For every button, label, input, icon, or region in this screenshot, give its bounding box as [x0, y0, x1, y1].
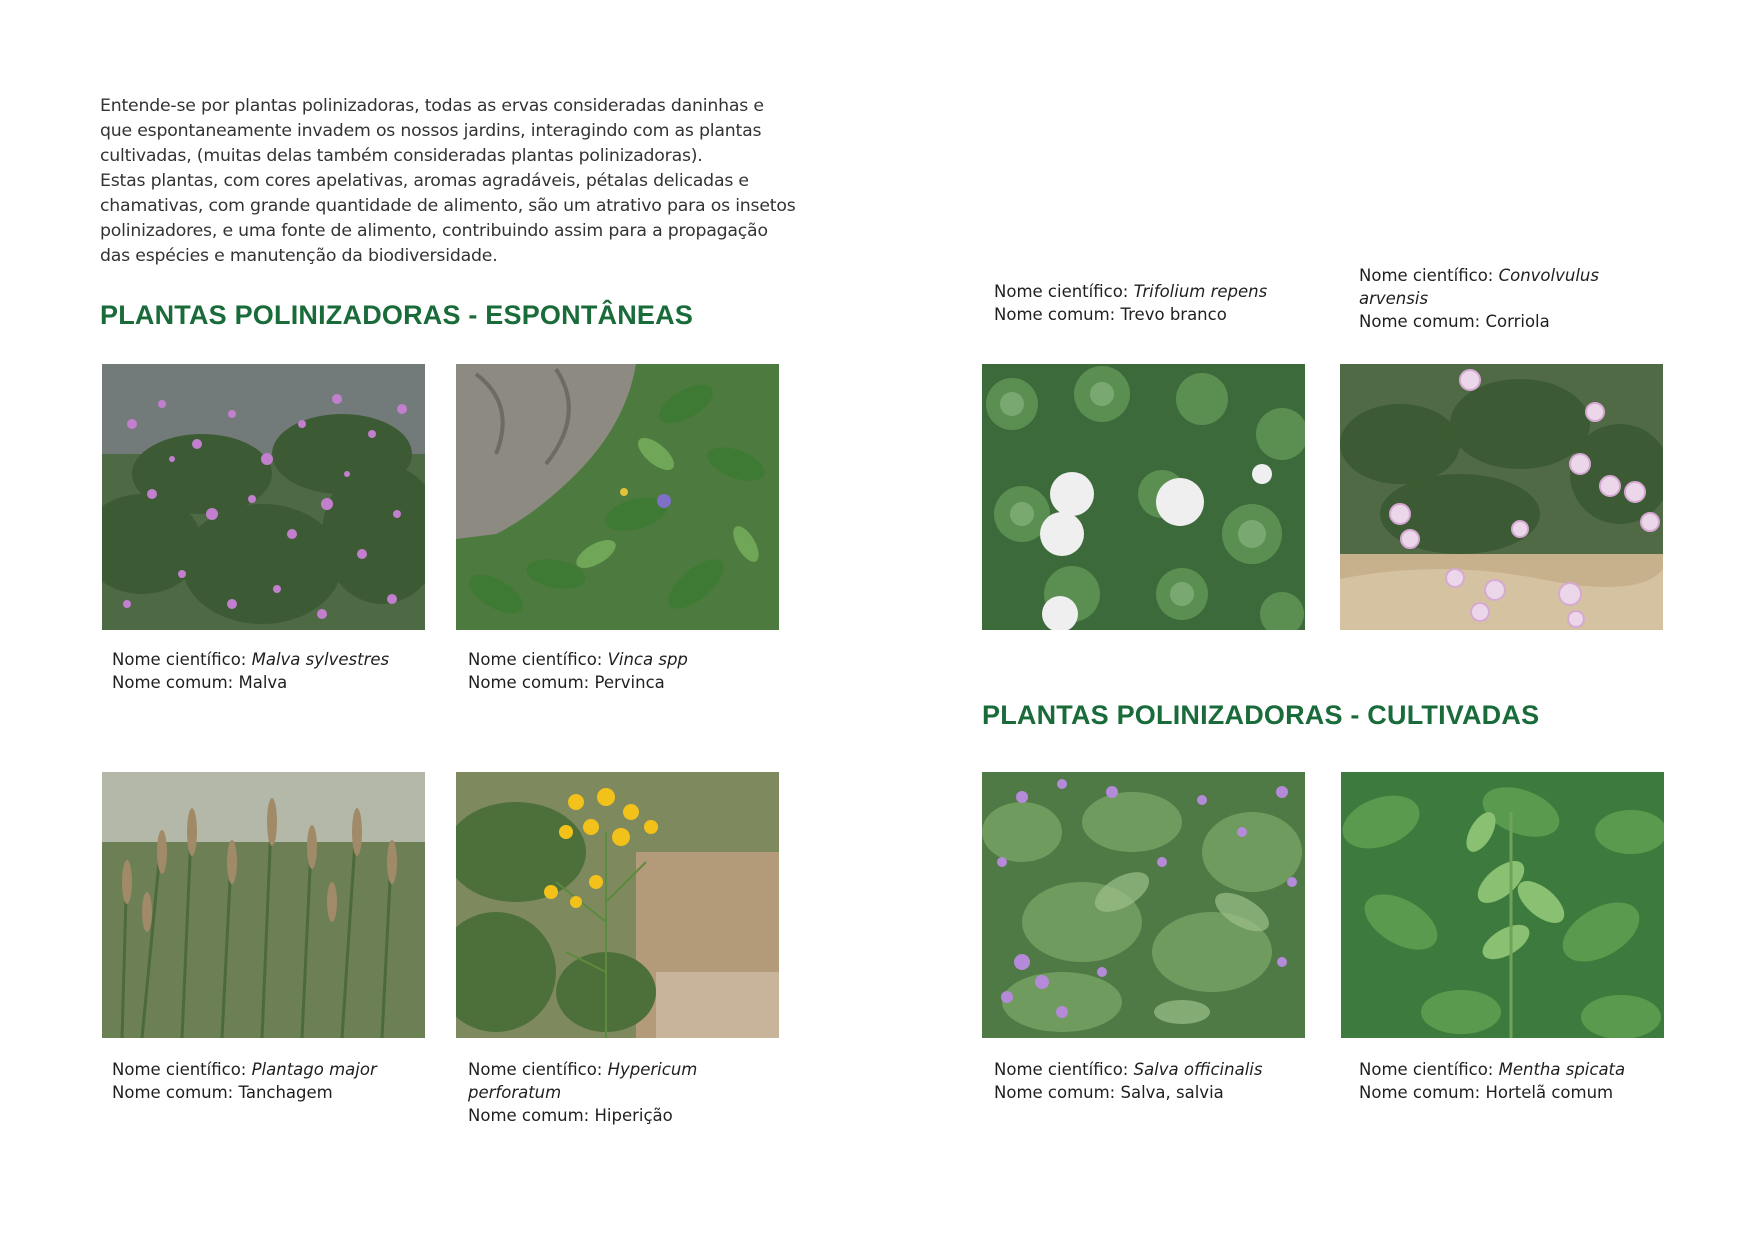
scientific-name: Plantago major	[251, 1060, 377, 1079]
intro-paragraph-1: Entende-se por plantas polinizadoras, todas as ervas consideradas daninhas e que espontaneamente invadem os nossos jardins, interagindo com as plantas cultivadas, (muitas delas também consideradas plantas polinizadoras).	[100, 96, 764, 166]
scientific-label: Nome científico:	[1359, 266, 1499, 285]
scientific-name: Hypericum perforatum	[468, 1060, 698, 1102]
common-name: Salva, salvia	[1120, 1083, 1224, 1102]
scientific-label: Nome científico:	[112, 1060, 252, 1079]
common-name: Trevo branco	[1120, 305, 1227, 324]
caption-common	[994, 1081, 1294, 1104]
scientific-label: Nome científico:	[112, 650, 252, 669]
scientific-label: Nome científico:	[994, 282, 1134, 301]
scientific-name: Malva sylvestres	[251, 650, 390, 669]
caption-common	[994, 303, 1294, 326]
common-label: Nome comum:	[468, 673, 595, 692]
photo-plantago	[102, 772, 425, 1038]
common-label: Nome comum:	[468, 1106, 595, 1125]
common-label: Nome comum:	[994, 1083, 1121, 1102]
caption-scientific	[1359, 1058, 1659, 1081]
section-title-spontaneous: PLANTAS POLINIZADORAS - ESPONTÂNEAS	[100, 300, 694, 330]
section-title-cultivated: PLANTAS POLINIZADORAS - CULTIVADAS	[982, 700, 1540, 730]
caption-malva	[112, 648, 412, 694]
caption-hypericum	[468, 1058, 738, 1127]
caption-scientific	[112, 648, 412, 671]
intro-text	[100, 94, 800, 269]
scientific-label: Nome científico:	[468, 1060, 608, 1079]
caption-convolvulus	[1359, 264, 1659, 333]
common-name: Pervinca	[594, 673, 665, 692]
scientific-name: Salva officinalis	[1133, 1060, 1263, 1079]
caption-plantago	[112, 1058, 412, 1104]
caption-trifolium	[994, 280, 1294, 326]
common-label: Nome comum:	[112, 673, 239, 692]
scientific-label: Nome científico:	[468, 650, 608, 669]
scientific-name: Convolvulus arvensis	[1359, 266, 1599, 308]
caption-common	[112, 671, 412, 694]
scientific-name: Trifolium repens	[1133, 282, 1268, 301]
photo-trifolium	[982, 364, 1305, 630]
photo-malva	[102, 364, 425, 630]
caption-salvia	[994, 1058, 1294, 1104]
intro-paragraph-2: Estas plantas, com cores apelativas, aromas agradáveis, pétalas delicadas e chamativas, com grande quantidade de alimento, são um atrativo para os insetos polinizadores, e uma fonte de alimento, contribuindo assim para a propagação das espécies e manutenção da biodiversidade.	[100, 171, 796, 266]
photo-convolvulus	[1340, 364, 1663, 630]
common-name: Hiperição	[594, 1106, 673, 1125]
caption-scientific	[1359, 264, 1659, 310]
photo-mentha	[1341, 772, 1664, 1038]
caption-common	[468, 1104, 738, 1127]
common-label: Nome comum:	[1359, 312, 1486, 331]
scientific-label: Nome científico:	[1359, 1060, 1499, 1079]
photo-vinca	[456, 364, 779, 630]
common-name: Hortelã comum	[1485, 1083, 1614, 1102]
photo-salvia	[982, 772, 1305, 1038]
caption-common	[1359, 310, 1659, 333]
common-name: Malva	[238, 673, 288, 692]
caption-common	[112, 1081, 412, 1104]
caption-common	[1359, 1081, 1659, 1104]
photo-hypericum	[456, 772, 779, 1038]
caption-scientific	[994, 280, 1294, 303]
caption-scientific	[112, 1058, 412, 1081]
caption-scientific	[994, 1058, 1294, 1081]
caption-scientific	[468, 648, 768, 671]
scientific-name: Mentha spicata	[1498, 1060, 1626, 1079]
scientific-label: Nome científico:	[994, 1060, 1134, 1079]
common-name: Tanchagem	[238, 1083, 333, 1102]
common-label: Nome comum:	[994, 305, 1121, 324]
common-label: Nome comum:	[112, 1083, 239, 1102]
common-name: Corriola	[1485, 312, 1550, 331]
caption-scientific	[468, 1058, 738, 1104]
caption-mentha	[1359, 1058, 1659, 1104]
scientific-name: Vinca spp	[607, 650, 688, 669]
caption-vinca	[468, 648, 768, 694]
caption-common	[468, 671, 768, 694]
common-label: Nome comum:	[1359, 1083, 1486, 1102]
